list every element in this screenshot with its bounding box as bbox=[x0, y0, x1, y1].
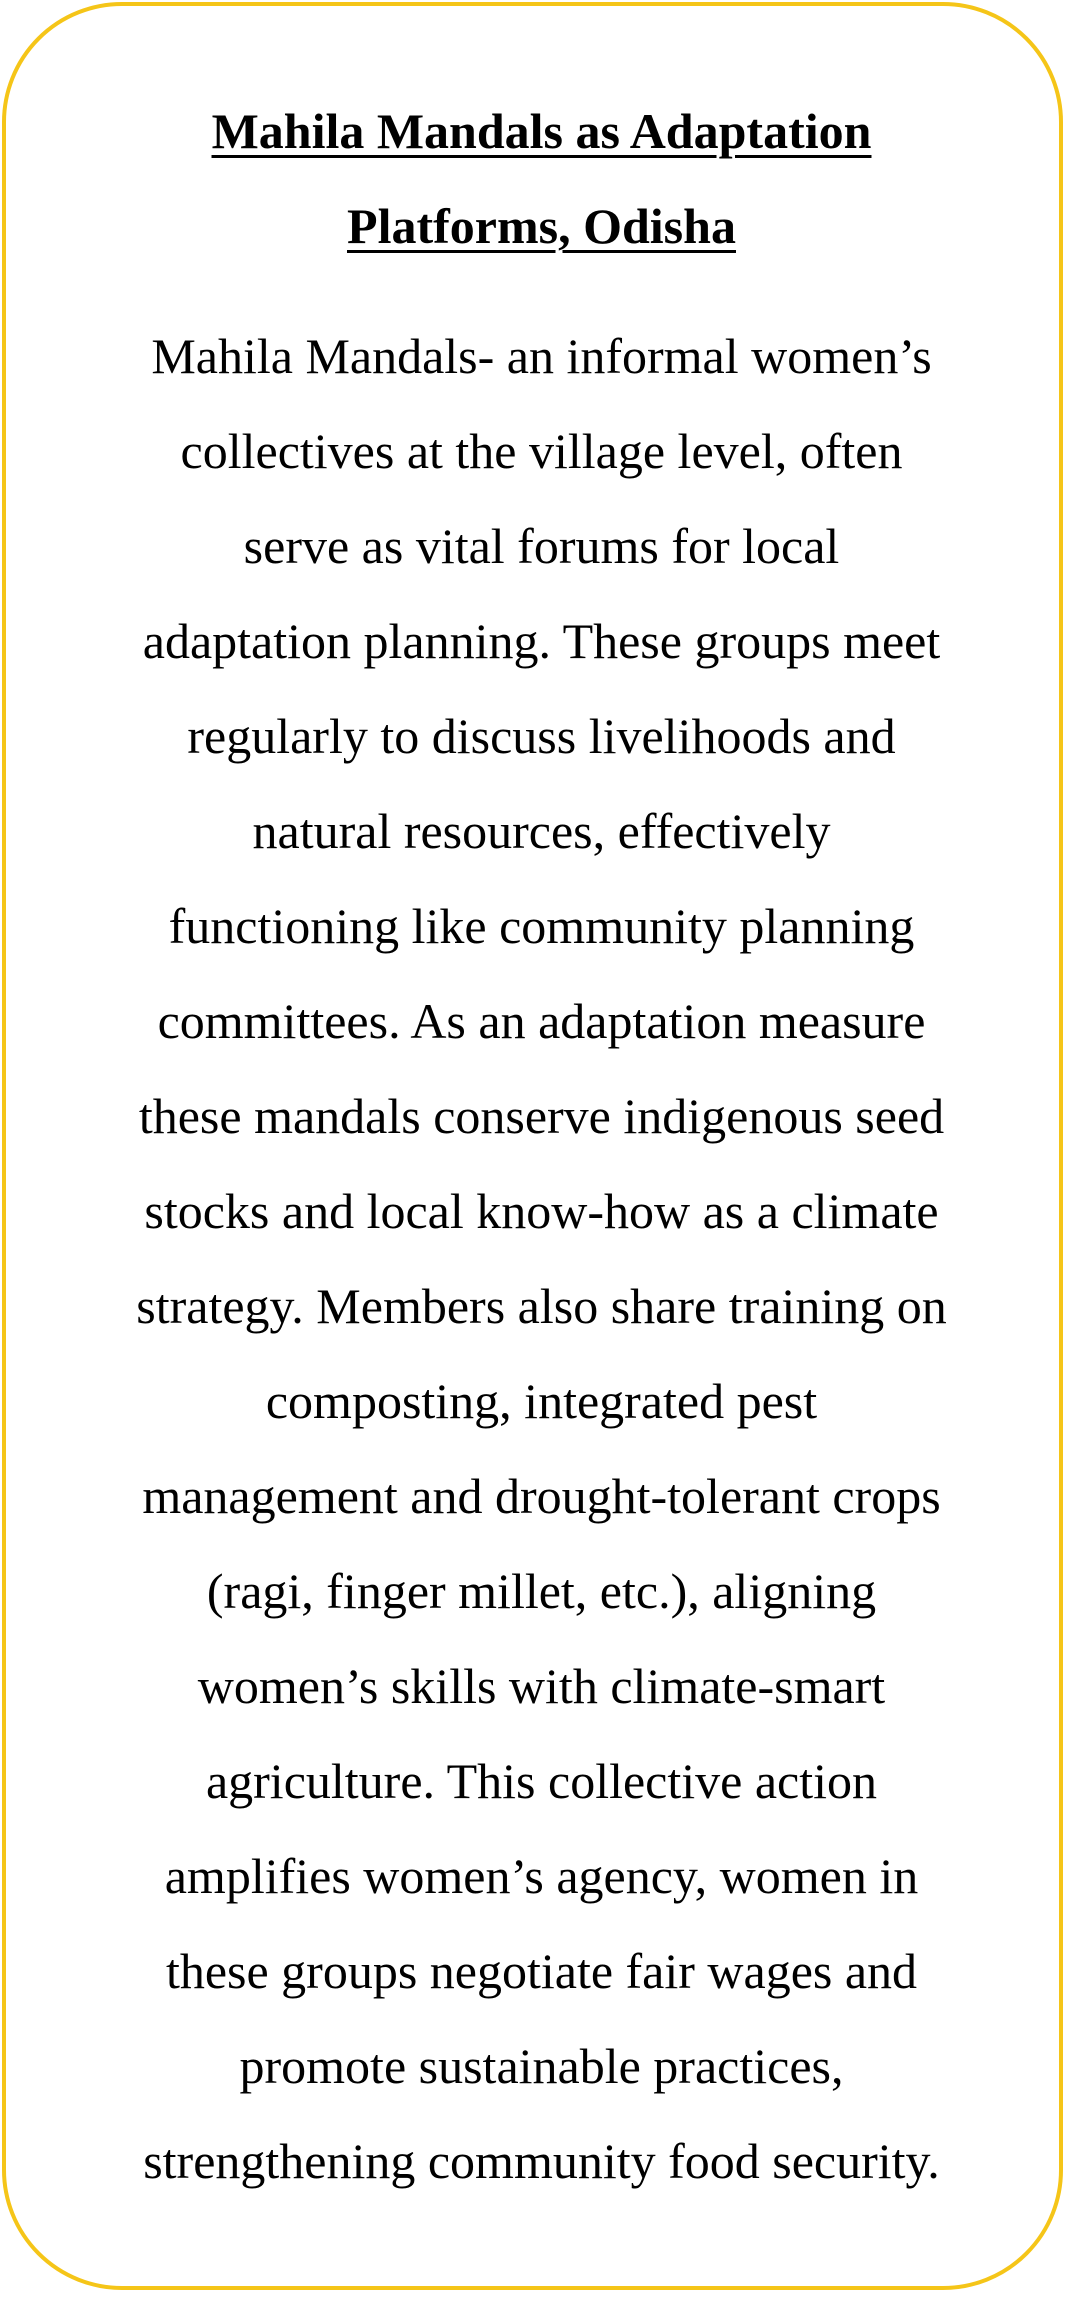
box-body-text bbox=[66, 309, 1017, 2209]
body-line: agriculture. This collective action bbox=[205, 1753, 878, 1809]
title-line: Mahila Mandals as Adaptation bbox=[211, 103, 872, 159]
body-line: committees. As an adaptation measure bbox=[157, 993, 926, 1049]
body-line: promote sustainable practices, bbox=[239, 2038, 844, 2094]
body-line: management and drought-tolerant crops bbox=[142, 1468, 941, 1524]
info-box bbox=[2, 2, 1063, 2290]
body-line: amplifies women’s agency, women in bbox=[164, 1848, 919, 1904]
body-line: these groups negotiate fair wages and bbox=[165, 1943, 918, 1999]
body-line: strengthening community food security. bbox=[143, 2133, 940, 2189]
body-line: functioning like community planning bbox=[168, 898, 915, 954]
body-line: adaptation planning. These groups meet bbox=[142, 613, 941, 669]
body-line: women’s skills with climate-smart bbox=[197, 1658, 886, 1714]
body-line: regularly to discuss livelihoods and bbox=[187, 708, 896, 764]
body-line: Mahila Mandals- an informal women’s bbox=[151, 328, 932, 384]
body-line: stocks and local know-how as a climate bbox=[144, 1183, 939, 1239]
body-line: collectives at the village level, often bbox=[180, 423, 903, 479]
body-line: serve as vital forums for local bbox=[243, 518, 840, 574]
title-line: Platforms, Odisha bbox=[347, 198, 736, 254]
box-title bbox=[66, 84, 1017, 274]
body-line: these mandals conserve indigenous seed bbox=[138, 1088, 945, 1144]
body-line: strategy. Members also share training on bbox=[136, 1278, 947, 1334]
body-line: natural resources, effectively bbox=[252, 803, 831, 859]
body-line: composting, integrated pest bbox=[265, 1373, 818, 1429]
body-line: (ragi, finger millet, etc.), aligning bbox=[206, 1563, 877, 1619]
